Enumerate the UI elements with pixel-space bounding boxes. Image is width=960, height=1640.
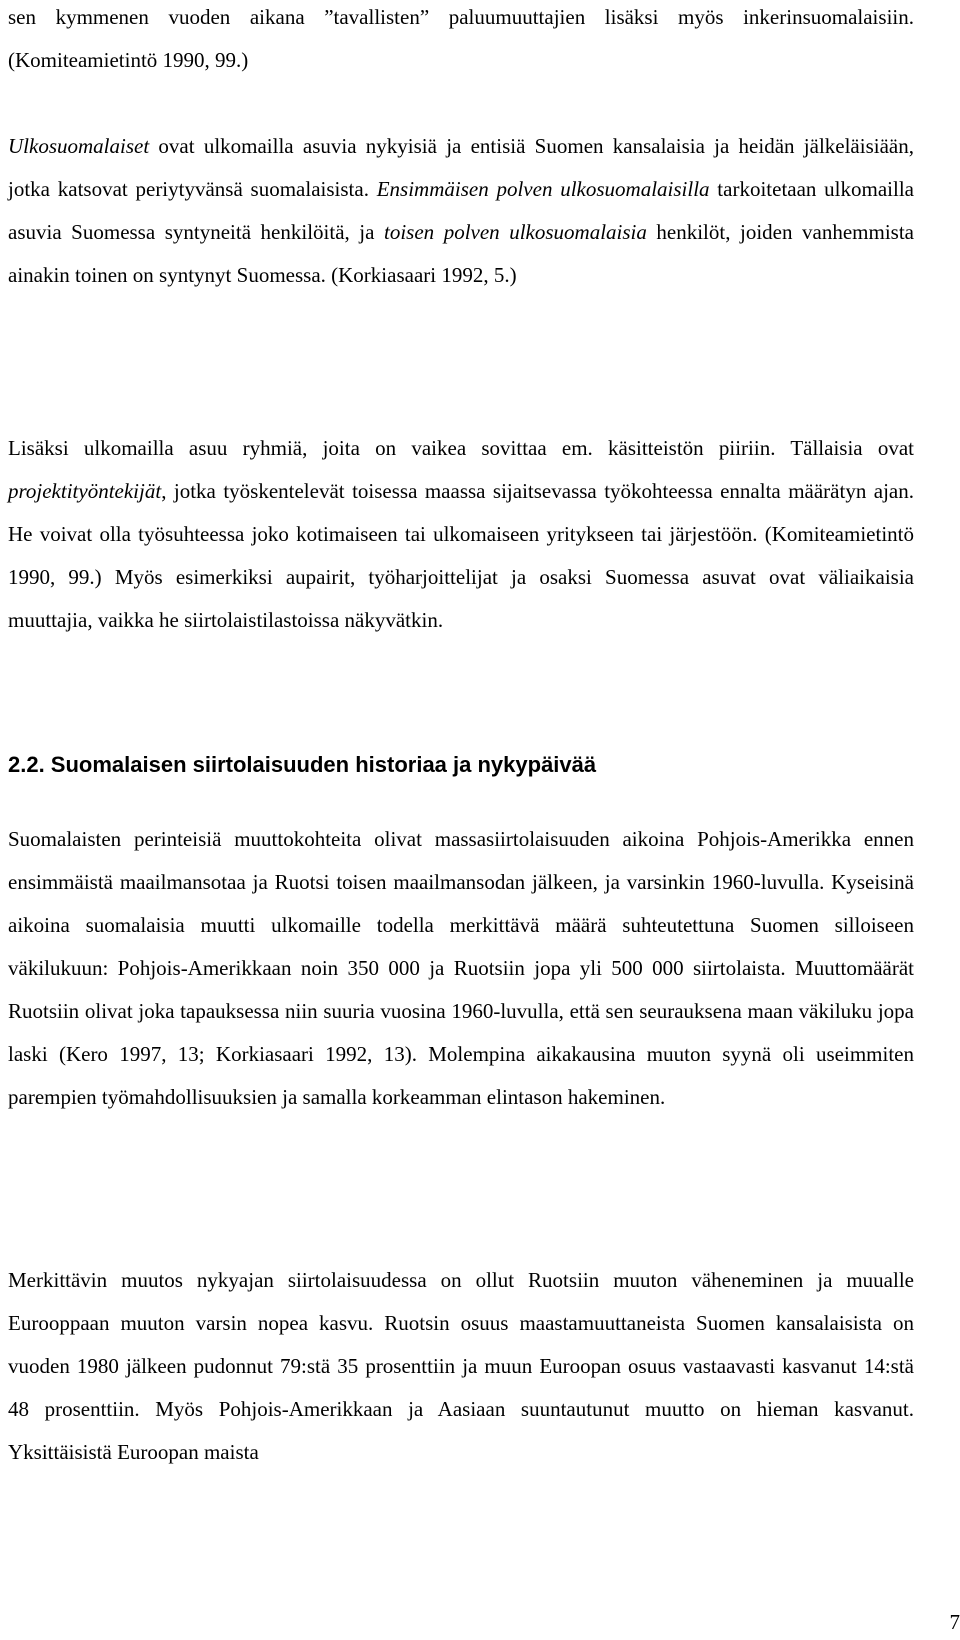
- term-ulkosuomalaiset: Ulkosuomalaiset: [8, 134, 150, 158]
- paragraph-text: Suomalaisten perinteisiä muuttokohteita olivat massasiirtolaisuuden aikoina Pohjois-Amerikka ennen ensimmäistä maailmansotaa ja Ruotsi toisen maailmansodan jälkeen, ja varsinkin 1960-luvulla. Kyseisinä aikoina suomalaisia muutti ulkomaille todella merkittävä määrä suhteutettuna Suomen silloiseen väkilukuun: Pohjois-Amerikkaan noin 350 000 ja Ruotsiin jopa yli 500 000 siirtolaista. Muuttomäärät Ruotsiin olivat joka tapauksessa niin suuria vuosina 1960-luvulla, että sen seurauksena maan väkiluku jopa laski (Kero 1997, 13; Korkiasaari 1992, 13). Molempina aikakausina muuton syynä oli useimmiten parempien työmahdollisuuksien ja samalla korkeamman elintason hakeminen.: [8, 827, 914, 1109]
- paragraph-history: [8, 818, 914, 1119]
- paragraph-text: henkilöt, joiden vanhemmista ainakin toinen on syntynyt Suomessa. (Korkiasaari 1992, 5.): [8, 220, 914, 287]
- section-heading: 2.2. Suomalaisen siirtolaisuuden historiaa ja nykypäivää: [8, 752, 597, 777]
- paragraph-text: Lisäksi ulkomailla asuu ryhmiä, joita on vaikea sovittaa em. käsitteistön piiriin. Tällaisia ovat: [8, 436, 914, 460]
- paragraph-text: sen kymmenen vuoden aikana ”tavallisten” paluumuuttajien lisäksi myös inkerinsuomalaisiin. (Komiteamietintö 1990, 99.): [8, 5, 914, 72]
- page-number: 7: [949, 1610, 960, 1634]
- paragraph-present-day: [8, 1259, 914, 1474]
- term-project-workers: projektityöntekijät: [8, 479, 162, 503]
- term-first-generation: Ensimmäisen polven ulkosuomalaisilla: [376, 177, 710, 201]
- term-second-generation: toisen polven ulkosuomalaisia: [384, 220, 647, 244]
- paragraph-text: ovat ulkomailla asuvia nykyisiä ja entisiä Suomen kansalaisia ja heidän jälkeläisiään, jotka katsovat periytyvänsä suomalaisista.: [8, 134, 914, 201]
- paragraph-other-groups: [8, 427, 914, 642]
- paragraph-text: tarkoitetaan ulkomailla asuvia Suomessa syntyneitä henkilöitä, ja: [8, 177, 914, 244]
- paragraph-text: Merkittävin muutos nykyajan siirtolaisuudessa on ollut Ruotsiin muuton väheneminen ja muualle Eurooppaan muuton varsin nopea kasvu. Ruotsin osuus maastamuuttaneista Suomen kansalaisista on vuoden 1980 jälkeen pudonnut 79:stä 35 prosenttiin ja muun Euroopan osuus vastaavasti kasvanut 14:stä 48 prosenttiin. Myös Pohjois-Amerikkaan ja Aasiaan suuntautunut muutto on hieman kasvanut. Yksittäisistä Euroopan maista: [8, 1268, 914, 1464]
- paragraph-returnees: [8, 0, 914, 82]
- paragraph-definitions: [8, 125, 914, 297]
- paragraph-text: , jotka työskentelevät toisessa maassa sijaitsevassa työkohteessa ennalta määrätyn ajan. He voivat olla työsuhteessa joko kotimaiseen tai ulkomaiseen yritykseen tai järjestöön. (Komiteamietintö 1990, 99.) Myös esimerkiksi aupairit, työharjoittelijat ja osaksi Suomessa asuvat ovat väliaikaisia muuttajia, vaikka he siirtolaistilastoissa näkyvätkin.: [8, 479, 914, 632]
